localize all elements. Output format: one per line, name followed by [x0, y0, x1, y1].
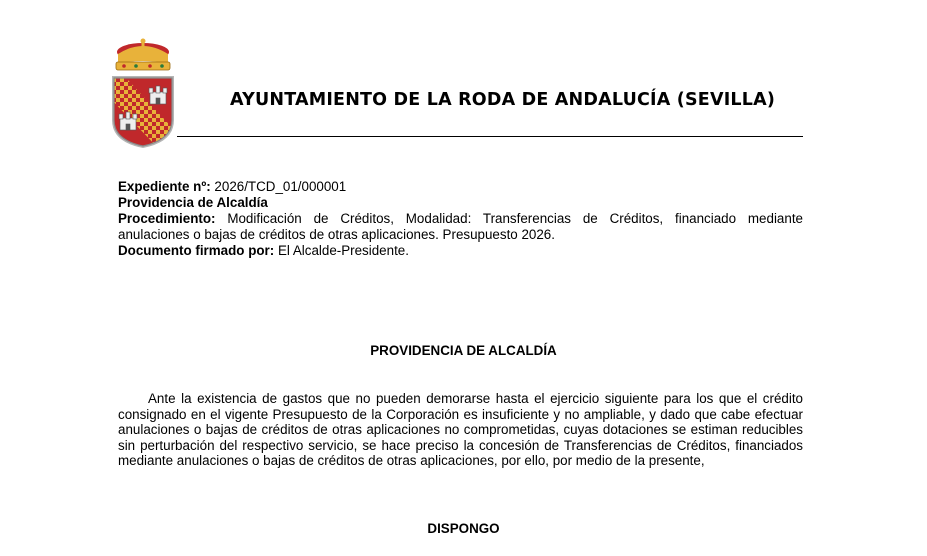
header-divider	[177, 136, 803, 137]
expediente-label: Expediente nº:	[118, 179, 211, 194]
coat-of-arms-icon	[108, 38, 178, 148]
providencia-label: Providencia de Alcaldía	[118, 195, 268, 210]
crown-icon	[116, 39, 170, 71]
firmado-value: El Alcalde-Presidente.	[274, 243, 409, 258]
organization-title: AYUNTAMIENTO DE LA RODA DE ANDALUCÍA (SEVILLA)	[230, 90, 776, 110]
document-metadata	[118, 179, 803, 259]
procedimiento-label: Procedimiento:	[118, 211, 216, 226]
procedimiento-value: Modificación de Créditos, Modalidad: Transferencias de Créditos, financiado mediante anulaciones o bajas de créditos de otras aplicaciones. Presupuesto 2026.	[118, 211, 803, 242]
firmado-line	[118, 243, 803, 259]
providencia-line	[118, 195, 803, 211]
procedimiento-line	[118, 211, 803, 243]
expediente-value: 2026/TCD_01/000001	[210, 179, 347, 194]
expediente-line	[118, 179, 803, 195]
dispongo-heading: DISPONGO	[427, 521, 500, 536]
document-title: PROVIDENCIA DE ALCALDÍA	[370, 343, 557, 358]
firmado-label: Documento firmado por:	[118, 243, 275, 258]
body-paragraph: Ante la existencia de gastos que no pueden demorarse hasta el ejercicio siguiente para los que el crédito consignado en el vigente Presupuesto de la Corporación es insuficiente y no ampliable, y dado que cabe efectuar anulaciones o bajas de créditos de otras aplicaciones no comprometidas, cuyas dotaciones se estiman reducibles sin perturbación del respectivo servicio, se hace preciso la concesión de Transferencias de Créditos, financiados mediante anulaciones o bajas de créditos de otras aplicaciones, por ello, por medio de la presente,	[118, 391, 803, 469]
